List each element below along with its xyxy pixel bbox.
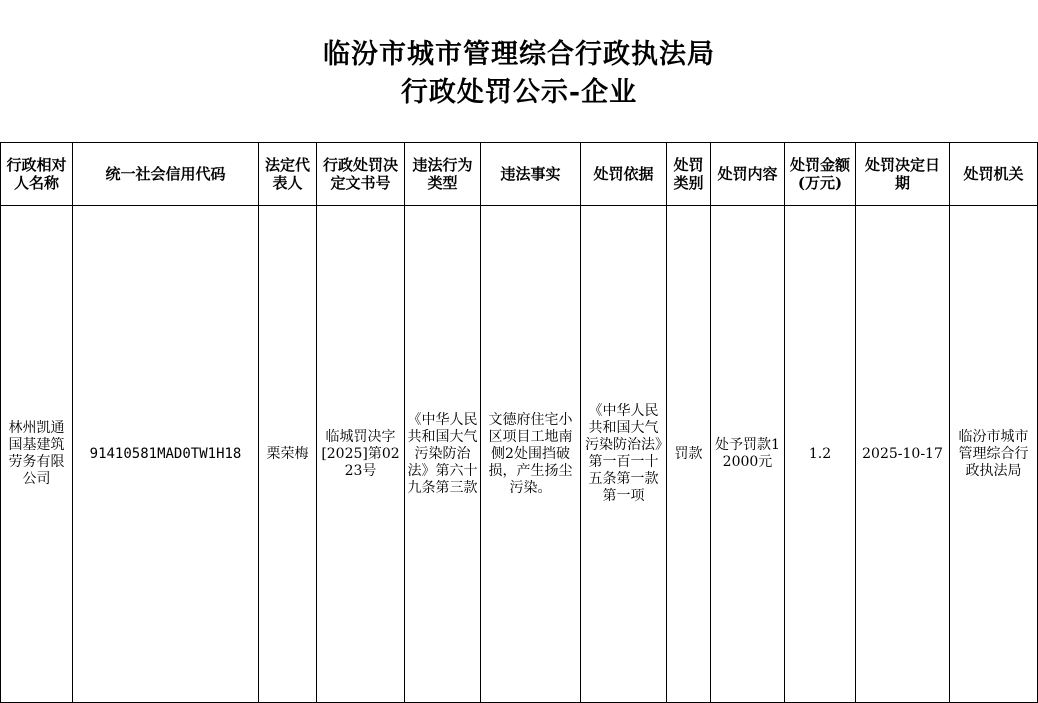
column-header-credit-code: 统一社会信用代码 — [73, 143, 259, 206]
column-header-content: 处罚内容 — [711, 143, 785, 206]
column-header-violation-type: 违法行为类型 — [405, 143, 481, 206]
cell-amount: 1.2 — [785, 206, 856, 703]
table-header-row — [1, 143, 1038, 206]
cell-credit-code: 91410581MAD0TW1H18 — [73, 206, 259, 703]
column-header-amount: 处罚金额(万元) — [785, 143, 856, 206]
cell-authority: 临汾市城市管理综合行政执法局 — [950, 206, 1038, 703]
cell-doc-no: 临城罚决字[2025]第0223号 — [317, 206, 405, 703]
penalty-table — [0, 142, 1038, 703]
column-header-doc-no: 行政处罚决定文书号 — [317, 143, 405, 206]
page-subtitle: 行政处罚公示-企业 — [400, 77, 638, 108]
column-header-category: 处罚类别 — [667, 143, 711, 206]
column-header-legal-rep: 法定代表人 — [259, 143, 317, 206]
cell-category: 罚款 — [667, 206, 711, 703]
column-header-authority: 处罚机关 — [950, 143, 1038, 206]
cell-facts: 文德府住宅小区项目工地南侧2处围挡破损，产生扬尘污染。 — [481, 206, 581, 703]
column-header-basis: 处罚依据 — [581, 143, 667, 206]
cell-basis: 《中华人民共和国大气污染防治法》第一百一十五条第一款第一项 — [581, 206, 667, 703]
cell-content: 处予罚款12000元 — [711, 206, 785, 703]
table-row — [1, 206, 1038, 703]
cell-violation-type: 《中华人民共和国大气污染防治法》第六十九条第三款 — [405, 206, 481, 703]
column-header-party-name: 行政相对人名称 — [1, 143, 73, 206]
cell-legal-rep: 栗荣梅 — [259, 206, 317, 703]
page-title: 临汾市城市管理综合行政执法局 — [323, 39, 715, 70]
column-header-facts: 违法事实 — [481, 143, 581, 206]
title-block — [0, 0, 1038, 142]
column-header-date: 处罚决定日期 — [856, 143, 950, 206]
cell-party-name: 林州凯通国基建筑劳务有限公司 — [1, 206, 73, 703]
cell-date: 2025-10-17 — [856, 206, 950, 703]
